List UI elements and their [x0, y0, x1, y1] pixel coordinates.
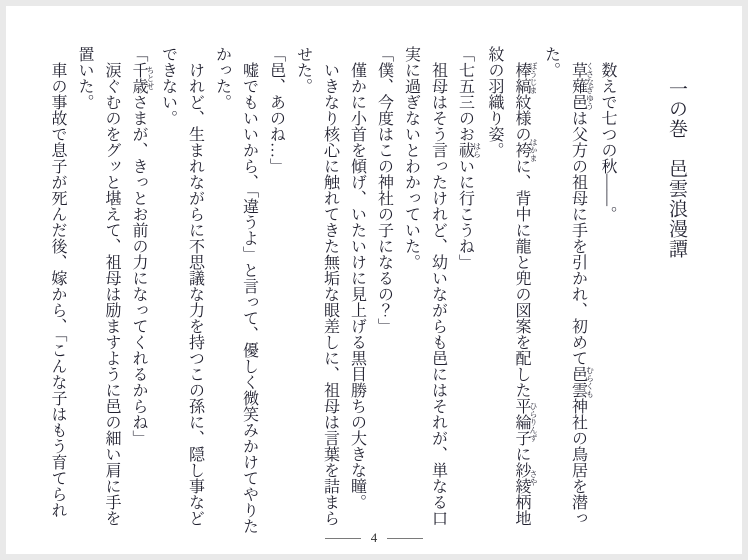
paragraph: 車の事故で息子が死んだ後、嫁から、「こんな子はもう育てられ — [49, 62, 66, 518]
paragraph: 「邑、あのね…」 — [267, 46, 285, 174]
page-title: 一の巻 邑雲浪漫譚 — [666, 79, 687, 259]
ruby-annotated-text: 平綸子 ひらりんず — [513, 398, 538, 446]
page-number: 4 — [370, 530, 378, 545]
ruby-annotated-text: 邑雲 むらくも — [569, 366, 595, 398]
paragraph: 涙ぐむのをグッと堪えて、祖母は励ますように邑の細い肩に手を置いた。 — [76, 46, 120, 526]
paragraph: けれど、生まれながらに不思議な力を持つこの孫に、隠し事などできない。 — [159, 46, 204, 526]
paragraph: 草薙邑 くさなぎゆうは父方の祖母に手を引かれ、初めて邑雲 むらくも神社の鳥居を潜った。 — [542, 46, 595, 526]
page-footer — [6, 530, 742, 546]
ruby-annotated-text: 紗綾 さや — [513, 462, 538, 494]
ruby-annotated-text: 祓 はら — [456, 142, 482, 158]
paragraph: 「七五三のお祓 はらいに行こうね」 — [456, 46, 482, 270]
paragraph: 「僕、今度はこの神社の子になるの？」 — [375, 46, 393, 334]
paragraph: 数えで七つの秋――。 — [599, 62, 616, 222]
paragraph: 棒縞 ぼうじま紋様の袴 はかまに、背中に龍と兜の図案を配した平綸子 ひらりんずに紗綾 さや柄地紋の羽織り姿。 — [486, 46, 538, 526]
ruby-annotated-text: 草薙邑 くさなぎゆう — [569, 62, 595, 110]
book-page — [6, 6, 742, 554]
paragraph: 「千歳 ちとせさまが、きっとお前の力になってくれるからね」 — [130, 46, 155, 446]
paragraph: 僅かに小首を傾げ、いたいけに見上げる黒目勝ちの大きな瞳。 — [348, 62, 366, 510]
ruby-annotated-text: 棒縞 ぼうじま — [513, 62, 538, 94]
paragraph: いきなり核心に触れてきた無垢な眼差しに、祖母は言葉を詰まらせた。 — [294, 46, 339, 526]
footer-rule-right — [387, 538, 423, 539]
ruby-annotated-text: 千歳 ちとせ — [130, 62, 155, 94]
ruby-annotated-text: 袴 はかま — [513, 138, 538, 162]
paragraph: 祖母はそう言ったけれど、幼いながらも邑にはそれが、単なる口実に過ぎないとわかっていた。 — [402, 46, 447, 526]
body-text — [44, 46, 621, 538]
paragraph: 嘘でもいいから、「違うよ」と言って、優しく微笑みかけてやりたかった。 — [213, 46, 258, 534]
text-area — [6, 6, 748, 554]
footer-rule-left — [325, 538, 361, 539]
